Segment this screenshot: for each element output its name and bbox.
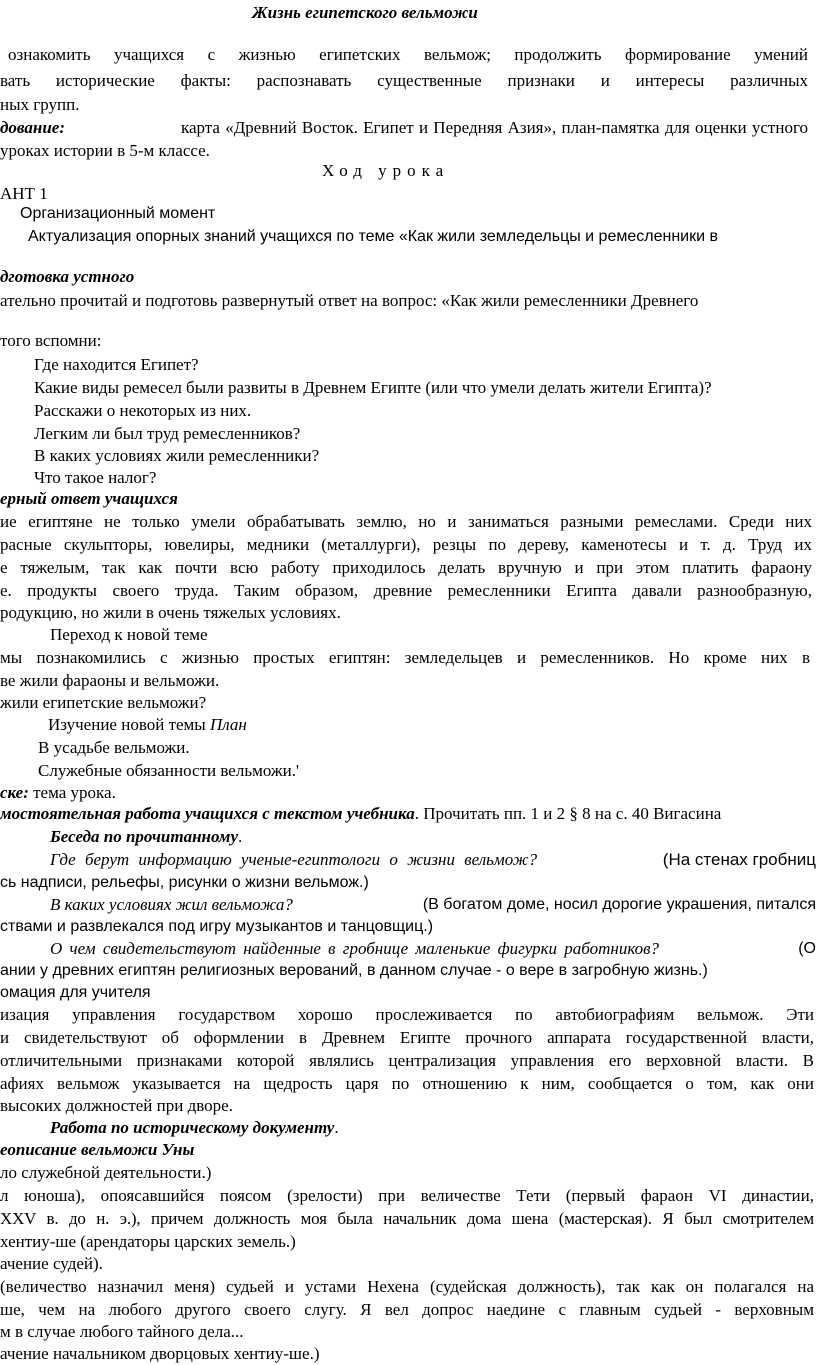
discussion-q2-line <box>50 894 816 916</box>
question-5: В каких условиях жили ремесленники? <box>34 446 320 465</box>
plan-item-2: Служебные обязанности вельможи.' <box>38 761 300 780</box>
document-line-8: м в случае любого тайного дела... <box>0 1322 244 1341</box>
board-label: ске: <box>0 783 29 802</box>
transition-line-1: мы познакомились с жизнью простых египтян: земледельцев и ремесленников. Но кроме них в <box>0 648 810 667</box>
plan-item-1: В усадьбе вельможи. <box>38 738 190 757</box>
document-work-heading-dot: . <box>334 1118 339 1137</box>
board-text: тема урока. <box>33 783 116 802</box>
discussion-answer-2b: ствами и развлекался под игру музыкантов и танцовщиц.) <box>0 918 434 935</box>
intro-equipment-line <box>0 117 808 139</box>
question-3: Расскажи о некоторых из них. <box>34 401 252 420</box>
teacher-info-line-3: отличительными признаками которой являлись централизация управления его верховной власти. В <box>0 1051 814 1070</box>
new-topic-heading: Изучение новой темы <box>48 715 206 734</box>
discussion-heading-line <box>50 826 242 848</box>
intro-line-3: ных групп. <box>0 95 80 114</box>
equipment-text: карта «Древний Восток. Египет и Передняя Азия», план-памятка для оценки устного <box>180 118 808 137</box>
discussion-answer-1b: сь надписи, рельефы, рисунки о жизни вельмож.) <box>0 874 369 891</box>
teacher-info-heading: омация для учителя <box>0 984 151 1001</box>
discussion-q3-line <box>50 938 816 960</box>
sample-line-3: е тяжелым, так как почти всю работу приходилось делать вручную и при этом платить фараону <box>0 558 812 577</box>
document-line-5: ачение судей). <box>0 1254 103 1273</box>
document-title: Жизнь египетского вельможи <box>252 3 478 22</box>
teacher-info-line-2: и свидетельствуют об оформлении в Древнем Египте прочного аппарата государственной власти, <box>0 1028 814 1047</box>
transition-line-3: жили египетские вельможи? <box>0 693 207 712</box>
document-work-heading-line <box>50 1117 339 1139</box>
autobiography-title: еописание вельможи Уны <box>0 1140 195 1159</box>
transition-line-2: ве жили фараоны и вельможи. <box>0 671 220 690</box>
document-work-heading: Работа по историческому документу <box>50 1118 335 1137</box>
self-work-text: . Прочитать пп. 1 и 2 § 8 на с. 40 Вигасина <box>414 804 722 823</box>
question-4: Легким ли был труд ремесленников? <box>34 424 301 443</box>
sample-line-4: е. продукты своего труда. Таким образом, древние ремесленники Египта давали разнообразную, <box>0 581 812 600</box>
new-topic-line <box>48 714 247 736</box>
sample-line-1: ие египтяне не только умели обрабатывать землю, но и заниматься разными ремеслами. Среди них <box>0 512 812 531</box>
document-line-4: хентиу-ше (арендаторы царских земель.) <box>0 1232 296 1251</box>
sample-answer-label: ерный ответ учащихся <box>0 489 178 508</box>
intro-line-5: уроках истории в 5-м классе. <box>0 141 210 160</box>
self-work-line <box>0 803 721 825</box>
prep-line-2: того вспомни: <box>0 331 102 350</box>
intro-line-1: ознакомить учащихся с жизнью египетских вельмож; продолжить формирование умений <box>8 45 808 64</box>
teacher-info-line-4: афиях вельмож указывается на щедрость царя по отношению к ним, сообщается о том, как они <box>0 1074 814 1093</box>
variant-label: АНТ 1 <box>0 184 48 203</box>
document-line-1: ло служебной деятельности.) <box>0 1163 212 1182</box>
transition-heading: Переход к новой теме <box>50 625 208 644</box>
document-line-6: (величество назначил меня) судьей и устами Нехена (судейская должность), так как он полагался на <box>0 1277 814 1296</box>
document-line-7: ше, чем на любого другого своего слугу. Я вел допрос наедине с главным судьей - верховным <box>0 1300 814 1319</box>
stage-organization: Организационный момент <box>20 205 216 222</box>
discussion-answer-2a: (В богатом доме, носил дорогие украшения, питался <box>422 896 816 913</box>
discussion-heading-dot: . <box>238 827 243 846</box>
discussion-question-1: Где берут информацию ученые-египтологи о жизни вельмож? <box>50 850 538 869</box>
intro-line-2: вать исторические факты: распознавать существенные признаки и интересы различных <box>0 71 808 90</box>
discussion-answer-1a: (На стенах гробниц <box>662 850 816 869</box>
plan-label: План <box>209 715 247 734</box>
discussion-answer-3b: ании у древних египтян религиозных верований, в данном случае - о вере в загробную жизнь.) <box>0 962 708 979</box>
discussion-heading: Беседа по прочитанному <box>50 827 238 846</box>
teacher-info-line-1: изация управления государством хорошо прослеживается по автобиографиям вельмож. Эти <box>0 1005 814 1024</box>
stage-actualization: Актуализация опорных знаний учащихся по теме «Как жили земледельцы и ремесленники в <box>28 228 718 245</box>
question-6: Что такое налог? <box>34 468 157 487</box>
document-line-2: л юноша), опоясавшийся поясом (зрелости) при величестве Тети (первый фараон VI династии, <box>0 1186 814 1205</box>
sample-line-5: родукцию, но жили в очень тяжелых условиях. <box>0 603 341 622</box>
discussion-q1-line <box>50 849 816 871</box>
question-1: Где находится Египет? <box>34 355 199 374</box>
document-line-3: XXV в. до н. э.), причем должность моя была начальник дома шена (мастерская). Я был смотрителем <box>0 1209 814 1228</box>
prep-label: дготовка устного <box>0 267 135 286</box>
discussion-question-2: В каких условиях жил вельможа? <box>50 895 293 914</box>
teacher-info-line-5: высоких должностей при дворе. <box>0 1096 233 1115</box>
sample-line-2: расные скульпторы, ювелиры, медники (металлурги), резцы по дереву, каменотесы и т. д. Труд их <box>0 535 812 554</box>
self-work-label: мостоятельная работа учащихся с текстом учебника <box>0 804 415 823</box>
lesson-heading: Ход урока <box>322 161 450 180</box>
document-line-9: ачение начальником дворцовых хентиу-ше.) <box>0 1344 320 1363</box>
equipment-label: дование: <box>0 118 66 137</box>
discussion-answer-3a: (О <box>798 940 816 957</box>
board-line <box>0 782 116 804</box>
prep-line-1: ательно прочитай и подготовь развернутый ответ на вопрос: «Как жили ремесленники Древнего <box>0 291 699 310</box>
discussion-question-3: О чем свидетельствуют найденные в гробнице маленькие фигурки работников? <box>50 939 660 958</box>
question-2: Какие виды ремесел были развиты в Древнем Египте (или что умели делать жители Египта)? <box>34 378 712 397</box>
